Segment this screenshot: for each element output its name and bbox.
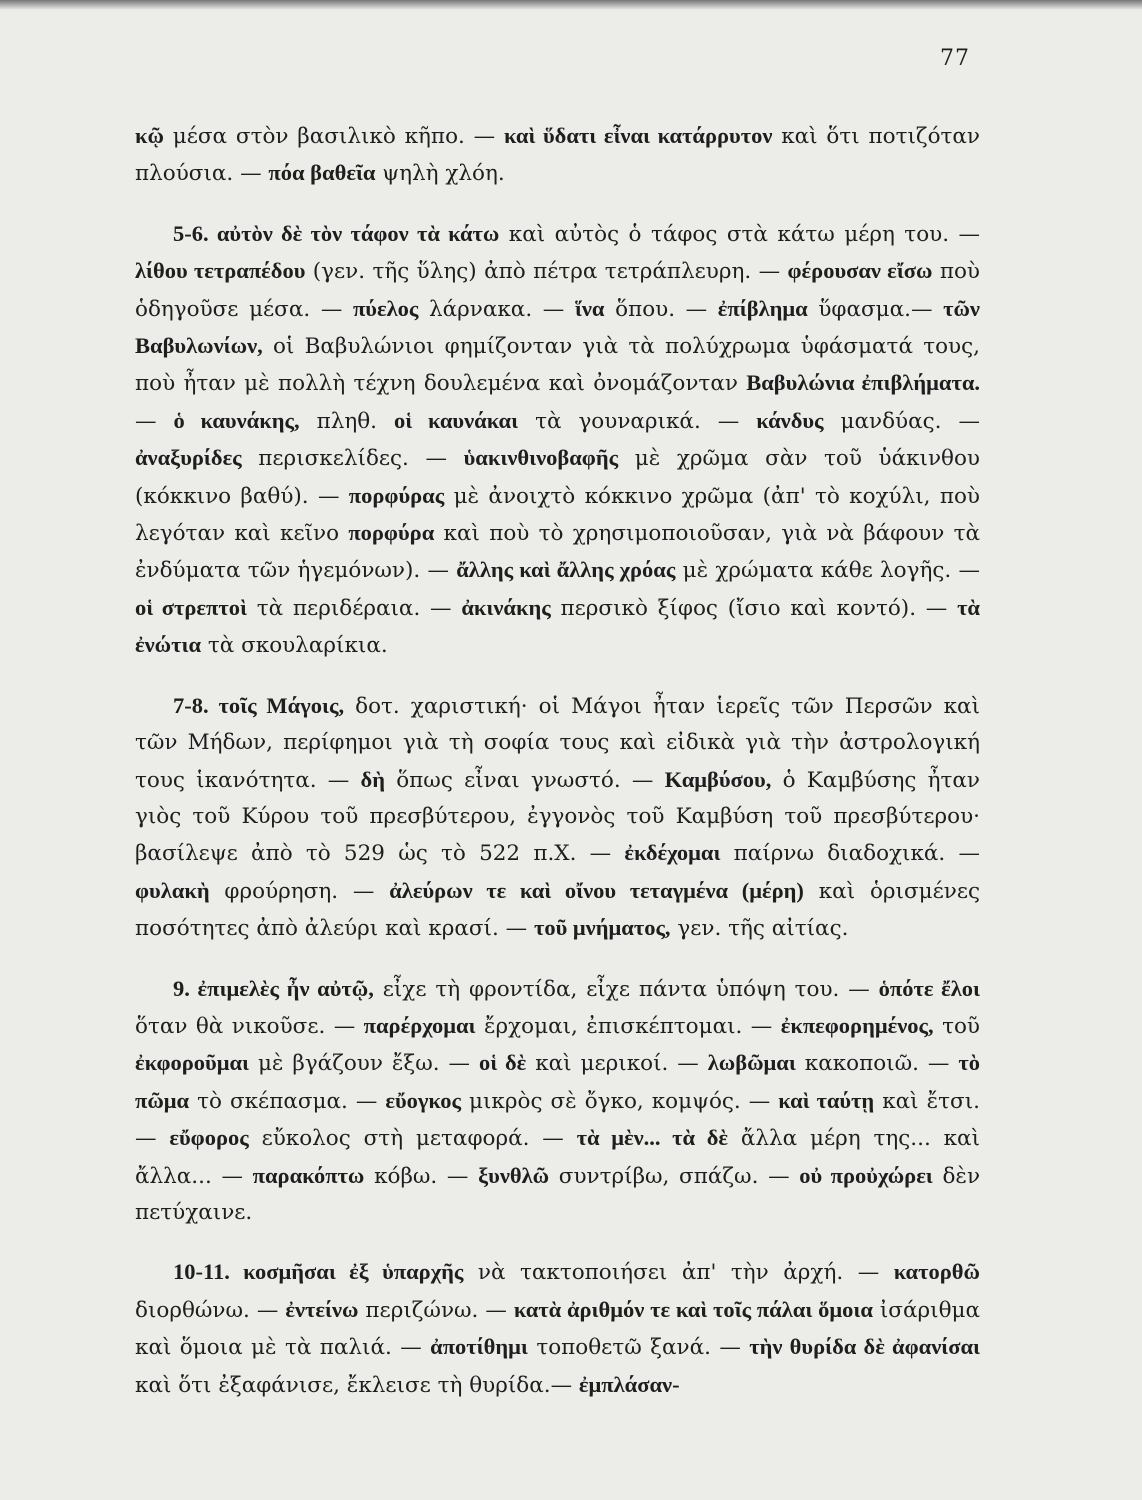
lemma: λίθου τετραπέδου [135, 258, 306, 284]
gloss: καὶ ὅτι ἐξαφάνισε, ἔκλεισε τὴ θυρίδα.— [135, 1372, 579, 1398]
lemma: πορφύρας [348, 482, 445, 508]
gloss: καὶ ὁρισμένες ποσότητες ἀπὸ ἀλεύρι καὶ κρασί. — [135, 878, 980, 942]
gloss: εἶχε τὴ φροντίδα, εἶχε πάντα ὑπόψη του. — [373, 976, 879, 1002]
paragraph-5-6 [135, 216, 980, 665]
gloss: ὅταν θὰ νικοῦσε. — [135, 1013, 364, 1039]
gloss: περισκελίδες. — [241, 446, 464, 472]
lemma: ἐκπεφορημένος, [780, 1012, 934, 1038]
gloss: παίρνω διαδοχικά. — [720, 841, 980, 867]
lemma: τοῦ μνήματος, [534, 915, 671, 941]
gloss: δοτ. χαριστική· οἱ Μάγοι ἦταν ἱερεῖς τῶν Περσῶν καὶ τῶν Μήδων, περίφημοι γιὰ τὴ σοφία τους καὶ εἰδικὰ γιὰ τὴν ἀστρολογική τους ἱκανότητα. — [135, 693, 980, 793]
lemma: εὔφορος [169, 1125, 249, 1151]
gloss: νὰ τακτοποιήσει ἀπ' τὴν ἀρχή. — [463, 1260, 894, 1286]
lemma: ἀλεύρων τε καὶ οἴνου τεταγμένα (μέρη) [389, 877, 804, 903]
gloss: λάρνακα. — [418, 296, 575, 322]
lemma: 7-8. τοῖς Μάγοις, [173, 692, 345, 718]
lemma: ἐντείνω [285, 1296, 359, 1322]
gloss: ψηλὴ χλόη. [375, 161, 505, 187]
gloss: γεν. τῆς αἰτίας. [670, 916, 849, 942]
gloss: μέσα στὸν βασιλικὸ κῆπο. — [163, 124, 504, 149]
page-number: 77 [940, 46, 970, 71]
lemma: κατορθῶ [893, 1259, 980, 1285]
lemma: ἐκδέχομαι [624, 840, 721, 866]
gloss: τὰ γουναρικά. — [518, 408, 757, 434]
gloss: — [135, 408, 174, 434]
lemma: καὶ ὕδατι εἶναι κατάρρυτον [503, 123, 773, 148]
gloss: καὶ ἔτσι. — [135, 1088, 980, 1152]
gloss: οἱ Βαβυλώνιοι φημίζονταν γιὰ τὰ πολύχρωμα ὑφάσματά τους, ποὺ ἦταν μὲ πολλὴ τέχνη δουλεμένα καὶ ὀνομάζονταν [135, 334, 980, 397]
gloss: μὲ ἀνοιχτὸ κόκκινο χρῶμα (ἀπ' τὸ κοχύλι, ποὺ λεγόταν καὶ κεῖνο [135, 483, 980, 547]
gloss: τὰ περιδέραια. — [246, 595, 462, 621]
gloss: κόβω. — [364, 1163, 479, 1189]
lemma: εὔογκος [385, 1087, 462, 1113]
lemma: 10-11. κοσμῆσαι ἐξ ὑπαρχῆς [173, 1259, 464, 1285]
lemma: καὶ ταύτῃ [778, 1087, 875, 1113]
lemma: δὴ [360, 766, 385, 792]
gloss: ὕφασμα.— [807, 296, 944, 322]
gloss: ἔρχομαι, ἐπισκέπτομαι. — [475, 1013, 781, 1039]
paragraph-1 [135, 118, 980, 193]
lemma: οὐ προὐχώρει [799, 1162, 933, 1188]
lemma: οἱ στρεπτοὶ [135, 594, 247, 620]
gloss: καὶ ποὺ τὸ χρησιμοποιοῦσαν, γιὰ νὰ βάφουν τὰ ἐνδύματα τῶν ἡγεμόνων). — [135, 521, 980, 584]
scan-edge-shadow [0, 0, 1142, 10]
gloss: διορθώνω. — [135, 1297, 286, 1323]
gloss: κακοποιῶ. — [795, 1051, 959, 1077]
lemma: τὰ μὲν... τὰ δὲ [576, 1125, 728, 1151]
lemma: τὸ πῶμα [135, 1050, 980, 1113]
lemma: ἐμπλάσαν- [578, 1371, 680, 1397]
lemma: οἱ δὲ [479, 1050, 527, 1076]
gloss: καὶ μερικοί. — [526, 1051, 708, 1077]
lemma: τὴν θυρίδα δὲ ἀφανίσαι [749, 1334, 981, 1360]
gloss: ἄλλα μέρη της... καὶ ἄλλα... — [135, 1126, 981, 1189]
gloss: πληθ. [299, 408, 394, 434]
lemma: πορφύρα [348, 520, 435, 546]
lemma: 9. ἐπιμελὲς ἦν αὐτῷ, [173, 975, 374, 1001]
lemma: ὁπότε ἔλοι [878, 975, 981, 1001]
lemma: ἐπίβλημα [717, 295, 808, 321]
lemma: παρακόπτω [252, 1162, 365, 1188]
lemma: ὑακινθινοβαφῆς [463, 445, 619, 471]
gloss: ὅπου. — [604, 296, 718, 322]
lemma: τὰ ἐνώτια [135, 594, 980, 658]
lemma: ἀποτίθημι [430, 1334, 528, 1360]
lemma: κατὰ ἀριθμόν τε καὶ τοῖς πάλαι ὅμοια [513, 1296, 873, 1322]
commentary-text [135, 118, 980, 1427]
lemma: ἐκφοροῦμαι [135, 1050, 250, 1076]
gloss: μικρὸς σὲ ὄγκο, κομψός. — [461, 1088, 779, 1114]
gloss: (γεν. τῆς ὕλης) ἀπὸ πέτρα τετράπλευρη. — [305, 259, 788, 285]
gloss: μὲ χρῶμα σὰν τοῦ ὑάκινθου (κόκκινο βαθύ). — [135, 446, 981, 509]
lemma: κάνδυς [756, 407, 824, 433]
lemma: παρέρχομαι [363, 1012, 476, 1038]
gloss: φρούρηση. — [209, 878, 390, 904]
lemma: Καμβύσου, [664, 766, 772, 792]
gloss: περσικὸ ξίφος (ἴσιο καὶ κοντό). — [550, 595, 958, 621]
lemma: πόα βαθεῖα [268, 160, 376, 186]
lemma: ὁ καυνάκης, [173, 407, 300, 433]
lemma: ἄλλης καὶ ἄλλης χρόας [456, 557, 676, 583]
paragraph-10-11 [135, 1254, 980, 1404]
lemma: τῶν Βαβυλωνίων, [135, 295, 980, 359]
lemma: οἱ καυνάκαι [394, 407, 519, 433]
gloss: εὔκολος στὴ μεταφορά. — [248, 1126, 577, 1152]
gloss: μὲ χρώματα κάθε λογῆς. — [675, 558, 980, 584]
lemma: 5-6. αὐτὸν δὲ τὸν τάφον τὰ κάτω [173, 220, 500, 246]
gloss: ὁ Καμβύσης ἦταν γιὸς τοῦ Κύρου τοῦ πρεσβύτερου, ἐγγονὸς τοῦ Καμβύση τοῦ πρεσβύτερου· βασίλεψε ἀπὸ τὸ 529 ὡς τὸ 522 π.Χ. — [135, 767, 980, 867]
gloss: συντρίβω, σπάζω. — [549, 1163, 800, 1189]
gloss: τὸ σκέπασμα. — [189, 1088, 386, 1114]
gloss: ποὺ ὁδηγοῦσε μέσα. — [135, 259, 980, 322]
gloss: καὶ αὐτὸς ὁ τάφος στὰ κάτω μέρη του. — [499, 221, 980, 247]
lemma: πύελος [352, 295, 419, 321]
lemma: ἀκινάκης [461, 594, 551, 620]
gloss: μανδύας. — [823, 408, 981, 434]
gloss: καὶ ὅτι ποτιζόταν πλούσια. — [135, 124, 980, 187]
gloss: μὲ βγάζουν ἔξω. — [249, 1051, 480, 1077]
paragraph-9 [135, 971, 980, 1232]
lemma: Βαβυλώνια ἐπιβλήματα. [746, 370, 980, 396]
lemma: φυλακὴ [135, 877, 210, 903]
gloss: ὅπως εἶναι γνωστό. — [385, 767, 665, 793]
lemma: ἵνα [574, 295, 605, 321]
lemma: κῷ [135, 123, 164, 148]
paragraph-7-8 [135, 688, 980, 948]
gloss: ἰσάριθμα καὶ ὅμοια μὲ τὰ παλιά. — [135, 1297, 980, 1361]
gloss: τοῦ [933, 1013, 980, 1039]
lemma: ξυνθλῶ [478, 1162, 550, 1188]
lemma: λωβῶμαι [707, 1050, 796, 1076]
gloss: τὰ σκουλαρίκια. [201, 633, 388, 659]
gloss: δὲν πετύχαινε. [135, 1163, 981, 1225]
gloss: περιζώνω. — [358, 1297, 514, 1323]
lemma: φέρουσαν εἴσω [787, 258, 933, 284]
lemma: ἀναξυρίδες [135, 445, 242, 471]
gloss: τοποθετῶ ξανά. — [527, 1335, 750, 1361]
